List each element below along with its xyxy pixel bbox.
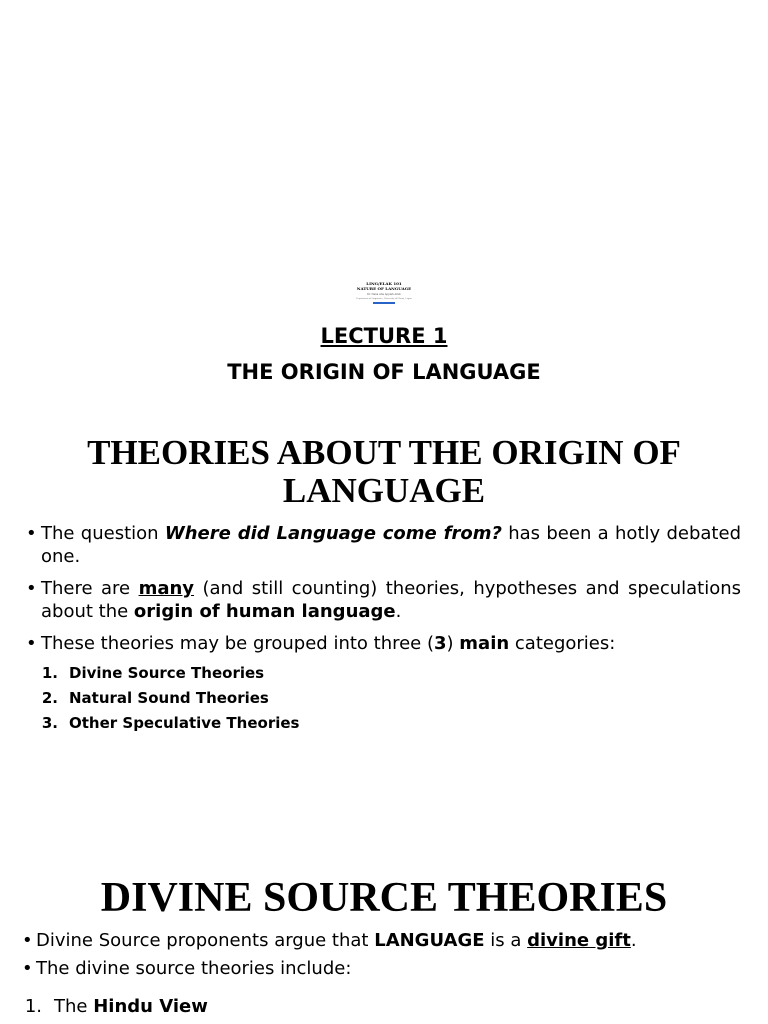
slide2-heading: DIVINE SOURCE THEORIES — [100, 875, 668, 921]
bullet-item — [26, 957, 741, 980]
bullet-emphasis: origin of human language — [133, 601, 396, 622]
divine-theory-list — [22, 994, 208, 1019]
bullet-text: . — [395, 601, 402, 622]
list-number: 1. — [41, 664, 58, 682]
bullet-text: The question — [41, 523, 165, 544]
bullet-text: These theories may be grouped into three ( — [41, 633, 435, 654]
thumbnail-affiliation: Department of Linguistics, University of Ghana, Legon — [356, 297, 412, 300]
bullet-text: Divine Source proponents argue that — [36, 930, 375, 951]
bullet-question: Where did Language come from? — [164, 523, 502, 544]
bullet-emphasis: LANGUAGE — [374, 930, 485, 951]
list-item-prefix: The — [54, 996, 94, 1017]
list-number: 1. — [24, 996, 42, 1017]
bullet-text: There are — [41, 578, 139, 599]
list-item — [30, 711, 299, 736]
bullet-emphasis: main — [459, 633, 510, 654]
theory-category-list — [30, 661, 299, 736]
title-slide-thumbnail — [340, 282, 428, 306]
thumbnail-link-line — [373, 302, 395, 304]
list-item-label: Natural Sound Theories — [69, 689, 269, 707]
bullet-text: The divine source theories include: — [36, 958, 352, 979]
list-item-label: Divine Source Theories — [69, 664, 265, 682]
slide1-heading: THEORIES ABOUT THE ORIGIN OF LANGUAGE — [87, 433, 681, 510]
list-item — [30, 686, 299, 711]
bullet-text: categories: — [509, 633, 616, 654]
list-item — [22, 994, 208, 1019]
list-number: 2. — [41, 689, 58, 707]
list-item-label: Other Speculative Theories — [69, 714, 300, 732]
list-item — [30, 661, 299, 686]
slide1-bullet-list — [26, 522, 741, 664]
bullet-item — [26, 522, 741, 568]
thumbnail-course-code: LING/ELAK 101 — [366, 281, 402, 286]
bullet-text: (and still counting) theories, hypotheses and speculations about the — [41, 578, 742, 622]
bullet-text: is a — [484, 930, 528, 951]
list-item-label: Hindu View — [93, 996, 208, 1017]
bullet-item — [26, 929, 741, 952]
bullet-emphasis: divine gift — [527, 930, 631, 951]
lecture-title: THE ORIGIN OF LANGUAGE — [227, 360, 541, 384]
slide2-bullet-list — [26, 929, 741, 985]
bullet-item — [26, 577, 741, 623]
bullet-text: ) — [446, 633, 460, 654]
bullet-text: . — [630, 930, 637, 951]
bullet-text: has been a hotly debated one. — [41, 523, 741, 567]
bullet-item — [26, 632, 741, 655]
list-number: 3. — [41, 714, 58, 732]
thumbnail-author: Dr. Nana Aba Appiah Amfo — [366, 293, 402, 296]
bullet-emphasis: 3 — [434, 633, 447, 654]
thumbnail-course-title: NATURE OF LANGUAGE — [356, 286, 412, 291]
lecture-number: LECTURE 1 — [320, 324, 448, 348]
bullet-emphasis: many — [138, 578, 195, 599]
